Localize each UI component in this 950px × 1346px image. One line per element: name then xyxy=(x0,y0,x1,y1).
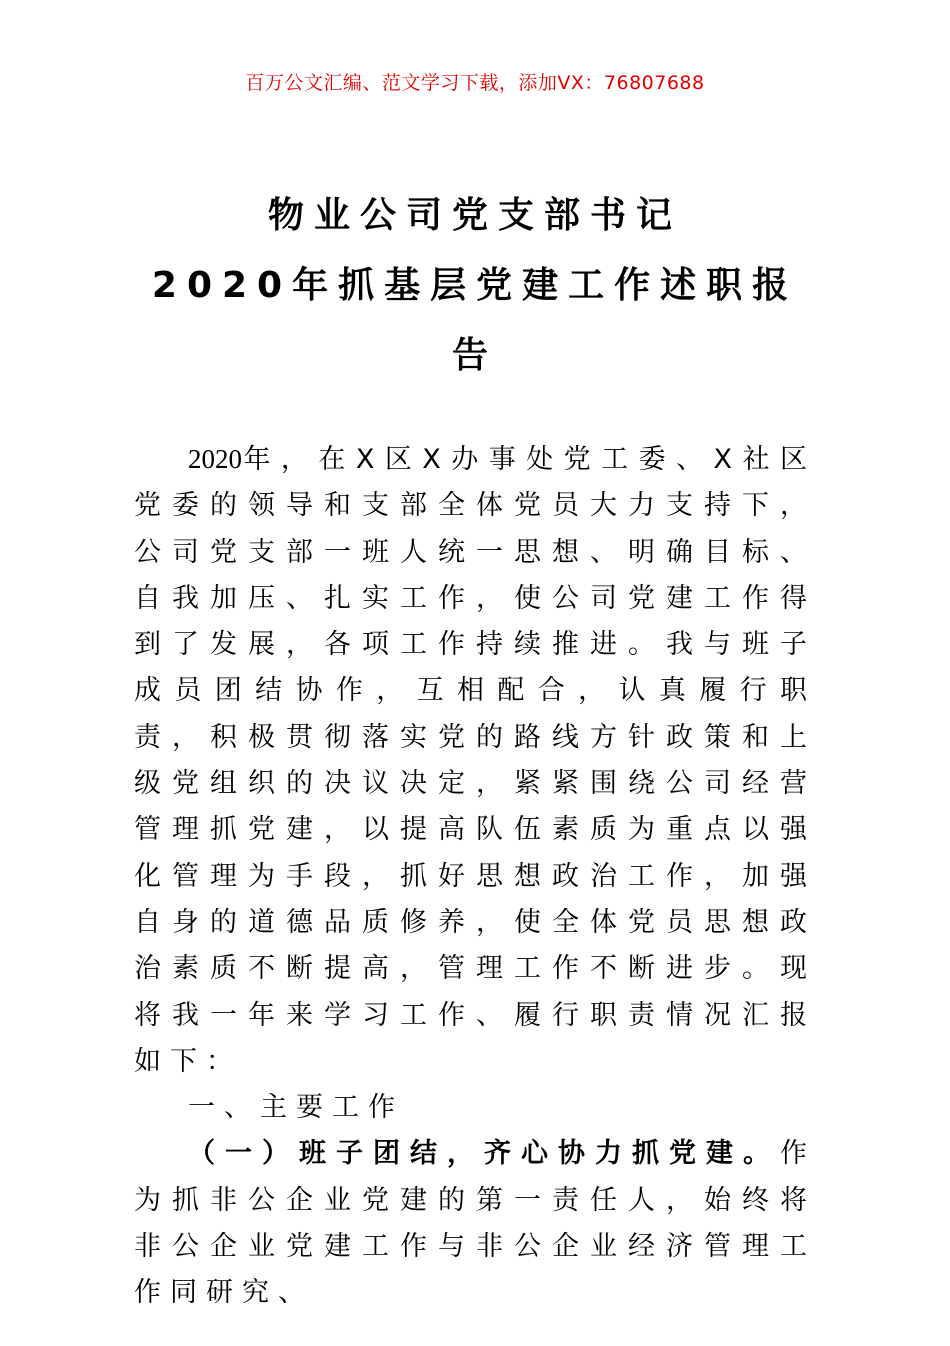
document-title-line-2: 2020年抓基层党建工作述职报 xyxy=(151,265,799,306)
subsection-heading: （一）班子团结，齐心协力抓党建。 xyxy=(188,1138,780,1170)
header-watermark-note: 百万公文汇编、范文学习下载，添加VX：76807688 xyxy=(245,72,705,94)
intro-year: 2020 xyxy=(188,444,242,474)
section-heading-main-work: 一、主要工作 xyxy=(188,1092,404,1124)
document-body xyxy=(134,436,816,1317)
document-title-line-3: 告 xyxy=(451,335,498,376)
intro-text: 年，在X区X办事处党工委、X社区党委的领导和支部全体党员大力支持下，公司党支部一班人统一思想、明确目标、自我加压、扎实工作，使公司党建工作得到了发展，各项工作持续推进。我与班子成员团结协作，互相配合，认真履行职责，积极贯彻落实党的路线方针政策和上级党组织的决议决定，紧紧围绕公司经营管理抓党建，以提高队伍素质为重点以强化管理为手段，抓好思想政治工作，加强自身的道德品质修养，使全体党员思想政治素质不断提高，管理工作不断进步。现将我一年来学习工作、履行职责情况汇报如下： xyxy=(134,444,816,1077)
subsection-paragraph xyxy=(134,1131,816,1316)
document-title-line-1: 物业公司党支部书记 xyxy=(267,195,682,236)
intro-paragraph xyxy=(134,436,816,1085)
subsection-text: 作为抓非公企业党建的第一责任人，始终将非公企业党建工作与非公企业经济管理工作同研究、 xyxy=(134,1138,816,1309)
